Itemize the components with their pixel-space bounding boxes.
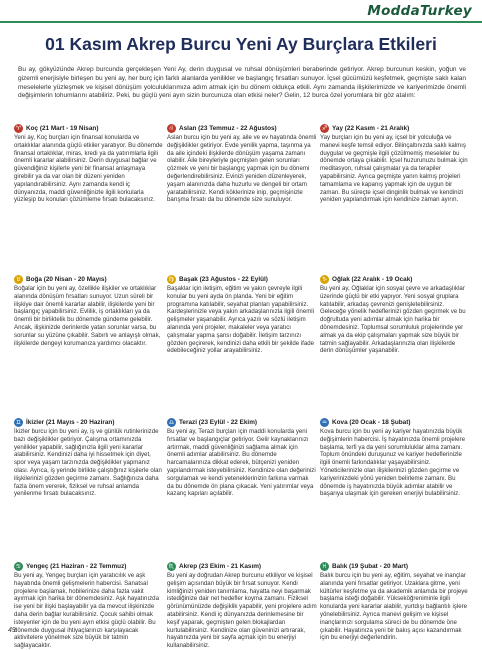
sign-name: Koç (21 Mart - 19 Nisan) — [26, 124, 99, 132]
sign-aries — [14, 124, 164, 274]
sign-name: Terazi (23 Eylül - 22 Ekim) — [179, 418, 258, 426]
sign-name: Boğa (20 Nisan - 20 Mayıs) — [26, 275, 107, 283]
scorpio-icon: ♏ — [168, 563, 175, 570]
sign-name: Kova (20 Ocak - 18 Şubat) — [332, 418, 411, 426]
signs-row-1 — [14, 124, 470, 274]
sign-text: Yeni ay, Koç burçları için finansal konularda ve ortaklıklar alanında güçlü etkiler yaratıyor. Bu dönemde finansal ortaklıklar, miras, kredi ya da yatırımlarla ilgili önemli kararlar alabilirsiniz. Derin duygusal bağlar ve güvendiğiniz kişilerle yeni bir finansal anlaşmaya girebilir ya da var olan bir düzeni yeniden yapılandırabilirsiniz. Aynı zamanda kendi iç dünyanızda, maddi güvenliğinizle ilgili korkularla yüzleşip bu konuları çözümleme fırsatı bulacaksınız. — [14, 134, 163, 204]
sign-text: Kova burcu için bu yeni ay kariyer hayatınızda büyük değişimlerin habercisi. İş hayatınızda önemli projelere başlama, terfi ya da yeni sorumluluklar alma zamanı. Toplum önündeki duruşunuz ve kariyer hedeflerinizle ilgili önemli farkındalıklar yaşayabilirsiniz. Yöneticilerinizle olan ilişkilerinizi gözden geçirme ve kariyerinizdeki yönü yeniden belirleme zamanı. Bu dönemde iş hayatınızda büyük adımlar atabilir ve başarıya ulaşmak için gereken enerjiyi bulabilirsiniz. — [320, 428, 465, 498]
virgo-icon: ♍ — [168, 276, 175, 283]
sign-name: Aslan (23 Temmuz - 22 Ağustos) — [179, 124, 277, 132]
aries-icon: ♈ — [15, 125, 22, 132]
sign-taurus — [14, 275, 164, 415]
sign-text: Bu yeni ay doğrudan Akrep burcunu etkiliyor ve kişisel gelişim açısından büyük bir fırsat sunuyor. Kendi kimliğinizi yeniden tanımlama, hayatta neyi başarmak istediğinize dair net hedefler koyma zamanı. Fiziksel görünümünüzde değişiklik yapabilir, yeni projelere adım atabilirsiniz. Kendi iç dünyanızda derinlemesine bir keşif yaparak, geçmişten gelen blokajlardan kurtulabilirsiniz. Kendinize olan güveninizi artırarak, hayatınızda yeni bir sayfa açmak için bu enerjiyi kullanabilirsiniz. — [167, 572, 317, 650]
sagittarius-icon: ♐ — [321, 125, 328, 132]
sign-capricorn — [320, 275, 470, 415]
sign-scorpio — [167, 562, 317, 650]
signs-row-4 — [14, 562, 470, 650]
sign-libra — [167, 418, 317, 560]
leo-icon: ♌ — [168, 125, 175, 132]
sign-pisces — [320, 562, 470, 650]
taurus-icon: ♉ — [15, 276, 22, 283]
signs-row-2 — [14, 275, 470, 415]
aquarius-icon: ♒ — [321, 419, 328, 426]
sign-text: Boğalar için bu yeni ay, özellikle ilişkiler ve ortaklıklar alanında dönüşüm fırsatları sunuyor. Uzun süreli bir ilişkiye dair önemli kararlar alabilir, ilişkilerde yeni bir başlangıç yapabilirsiniz. Evlilik, iş ortaklıkları ya da önemli bir birliktelik bu dönemde gündeme gelebilir. Ancak, ilişkinizde derinlerde yatan sorunlar varsa, bu sorunlar su yüzüne çıkabilir. Sabırlı ve anlayışlı olmak, ilişkilerde dengeyi korumanıza yardımcı olacaktır. — [14, 285, 161, 347]
sign-name: Oğlak (22 Aralık - 19 Ocak) — [332, 275, 413, 283]
sign-text: Bu yeni ay, Terazi burçları için maddi konularda yeni fırsatlar ve başlangıçlar getiriyor. Gelir kaynaklarınızı artırmak, maddi güvenliğinizi sağlama almak için önemli adımlar atabilirsiniz. Bu dönemde harcamalarınıza dikkat ederek, bütçenizi yeniden yapılandırmak isteyebilirsiniz. Kendinize olan değerinizi sorgulamak ve kendi yeteneklerinizin farkına varmak da bu dönemde ön plana çıkacak. Yeni yatırımlar veya kazanç kapıları açılabilir. — [167, 428, 316, 498]
sign-name: Balık (19 Şubat - 20 Mart) — [332, 562, 408, 570]
sign-text: Bu yeni ay, Yengeç burçları için yaratıcılık ve aşk hayatında önemli gelişmelerin habercisi. Sanatsal projelere başlamak, hobilerinize daha fazla vakit ayırmak için harika bir dönemdesiniz. Aşk hayatınızda ise yeni bir ilişki başlayabilir ya da mevcut ilişkinizde daha derin bağlar kurabilirsiniz. Çocuk sahibi olmak isteyenler için de bu yeni ayın etkisi güçlü olabilir. Bu dönemde duygusal ihtiyaçlarınızı karşılayacak aktivitelere yönelmek size büyük bir tatmin sağlayacaktır. — [14, 572, 159, 650]
sign-aquarius — [320, 418, 470, 560]
pisces-icon: ♓ — [321, 563, 328, 570]
brand-divider — [0, 21, 482, 23]
sign-text: Aslan burcu için bu yeni ay, aile ve ev hayatında önemli değişiklikler getiriyor. Evde yenilik yapma, taşınma ya da aile içindeki ilişkilerde dönüşüm yaşama zamanı olabilir. Aile bireyleriyle geçmişten gelen sorunları çözmek ve yeni bir başlangıç yapmak için bu dönemi değerlendirebilirsiniz. Evinizi yeniden düzenleyerek, yaşam alanınızda daha huzurlu ve dengeli bir ortam yaratabilirsiniz. Kendi köklerinize inip, geçmişinizle barışma fırsatı da bu dönemde size sunuluyor. — [167, 134, 317, 204]
cancer-icon: ♋ — [15, 563, 22, 570]
sign-name: İkizler (21 Mayıs - 20 Haziran) — [26, 418, 115, 426]
page-number: 49 — [8, 627, 16, 634]
sign-name: Yengeç (21 Haziran - 22 Temmuz) — [26, 562, 127, 570]
sign-name: Yay (22 Kasım - 21 Aralık) — [332, 124, 410, 132]
intro-paragraph: Bu ay, gökyüzünde Akrep burcunda gerçekleşen Yeni Ay, derin duygusal ve ruhsal dönüşümleri beraberinde getiriyor. Akrep burcunun keskin, yoğun ve gizemli enerjisiyle birleşen bu yeni ay, her burç için farklı alanlarda yenilikler ve başlangıç fırsatları sunuyor. İçsel gücümüzü keşfetmek, geçmişte saklı kalan meselelerle yüzleşmek ve kişisel dönüşüm yolculuklarımıza adım atmak için bu dönem oldukça etkili. Aynı zamanda ilişkilerimizde ve kariyerimizde önemli değişimlerin tohumlarını atabiliriz. Peki, bu güçlü yeni ayın sizin burcunuza olan etkisi neler? Gelin, 12 burca özel yorumlara bir göz atalım: — [18, 66, 466, 100]
sign-name: Başak (23 Ağustos - 22 Eylül) — [179, 275, 268, 283]
sign-virgo — [167, 275, 317, 415]
sign-text: Balık burcu için bu yeni ay, eğitim, seyahat ve inançlar alanında yeni fırsatlar getiriyor. Uzaklara gitme, yeni kültürler keşfetme ya da akademik anlamda bir projeye başlama isteği doğabilir. Yükseköğreniminle ilgili konularda yeni kararlar alabilir, yurtdışı bağlantılı işlere yönelebilirsiniz. Ayrıca manevi gelişim ve kişisel inançlarınızı sorgulama süreci de bu dönemde öne çıkabilir. Hayatınıza yeni bir bakış açısı kazandırmak için bu enerjiyi değerlendirin. — [320, 572, 468, 642]
brand-logo: ModdaTurkey — [367, 3, 472, 19]
sign-gemini — [14, 418, 164, 560]
sign-leo — [167, 124, 317, 274]
page-title: 01 Kasım Akrep Burcu Yeni Ay Burçlara Etkileri — [45, 34, 437, 54]
libra-icon: ♎ — [168, 419, 175, 426]
sign-sagittarius — [320, 124, 470, 274]
signs-row-3 — [14, 418, 470, 560]
gemini-icon: ♊ — [15, 419, 22, 426]
sign-text: Başaklar için iletişim, eğitim ve yakın çevreyle ilgili konular bu yeni ayda ön planda. Yeni bir eğitim programına katılabilir, seyahat planları yapabilirsiniz. Kardeşlerinizle veya yakın arkadaşlarınızla ilgili önemli gelişmeler yaşanabilir. Ayrıca yazılı ve sözlü iletişim alanında yeni projeler, makaleler veya yaratıcı çalışmalar yapma şansı doğabilir. İletişim tarzınızı gözden geçirerek, kendinizi daha etkili bir şekilde ifade edebileceğiniz yollar arayabilirsiniz. — [167, 285, 315, 355]
sign-cancer — [14, 562, 164, 650]
capricorn-icon: ♑ — [321, 276, 328, 283]
sign-name: Akrep (23 Ekim - 21 Kasım) — [179, 562, 262, 570]
sign-text: Bu yeni ay, Oğlaklar için sosyal çevre ve arkadaşlıklar üzerinde güçlü bir etki yapıyor. Yeni sosyal gruplara katılabilir, arkadaş çevrenizi genişletebilirsiniz. Geleceğe yönelik hedeflerinizi gözden geçirmek ve bu doğrultuda yeni adımlar atmak için harika bir dönemdesiniz. Toplumsal sorumluluk projelerinde yer almak ya da ekip çalışmaları yapmak size büyük bir tatmin sağlayabilir. Arkadaşlarınızla olan ilişkilerde derin dönüşümler yaşanabilir. — [320, 285, 466, 355]
sign-text: Yay burçları için bu yeni ay, içsel bir yolculuğa ve manevi keşfe temsil ediyor. Bilinçaltınızda saklı kalmış duygular ve geçmişle ilgili çözülmemiş meseleler bu dönemde ortaya çıkabilir. İçsel huzurunuzu bulmak için meditasyon, ruhsal çalışmalar ya da terapiler yapabilirsiniz. Ayrıca geçmişte yanın kalmış projeleri tamamlama ve kapanış yapmak için de uygun bir zaman. Bu süreçte içsel dinginlik bulmak ve kendinizi yeniden yapılandırmak için kendinize zaman ayırın. — [320, 134, 468, 204]
sign-text: İkizler burcu için bu yeni ay, iş ve günlük rutinlerinizde bazı değişiklikler getiriyor. Çalışma ortamınızda yenilikler yapabilir, sağlığınızla ilgili yeni kararlar alabilirsiniz. Kendinizi daha iyi hissetmek için diyet, spor veya yaşam tarzınızda değişiklikler yapmanız olası. Ayrıca, iş yerinde birlikte çalıştığınız kişilerle olan ilişkilerinizi gözden geçirme zamanı. Sağlığınıza daha fazla önem vererek, fiziksel ve ruhsal anlamda yenilenme fırsatı bulacaksınız. — [14, 428, 162, 498]
